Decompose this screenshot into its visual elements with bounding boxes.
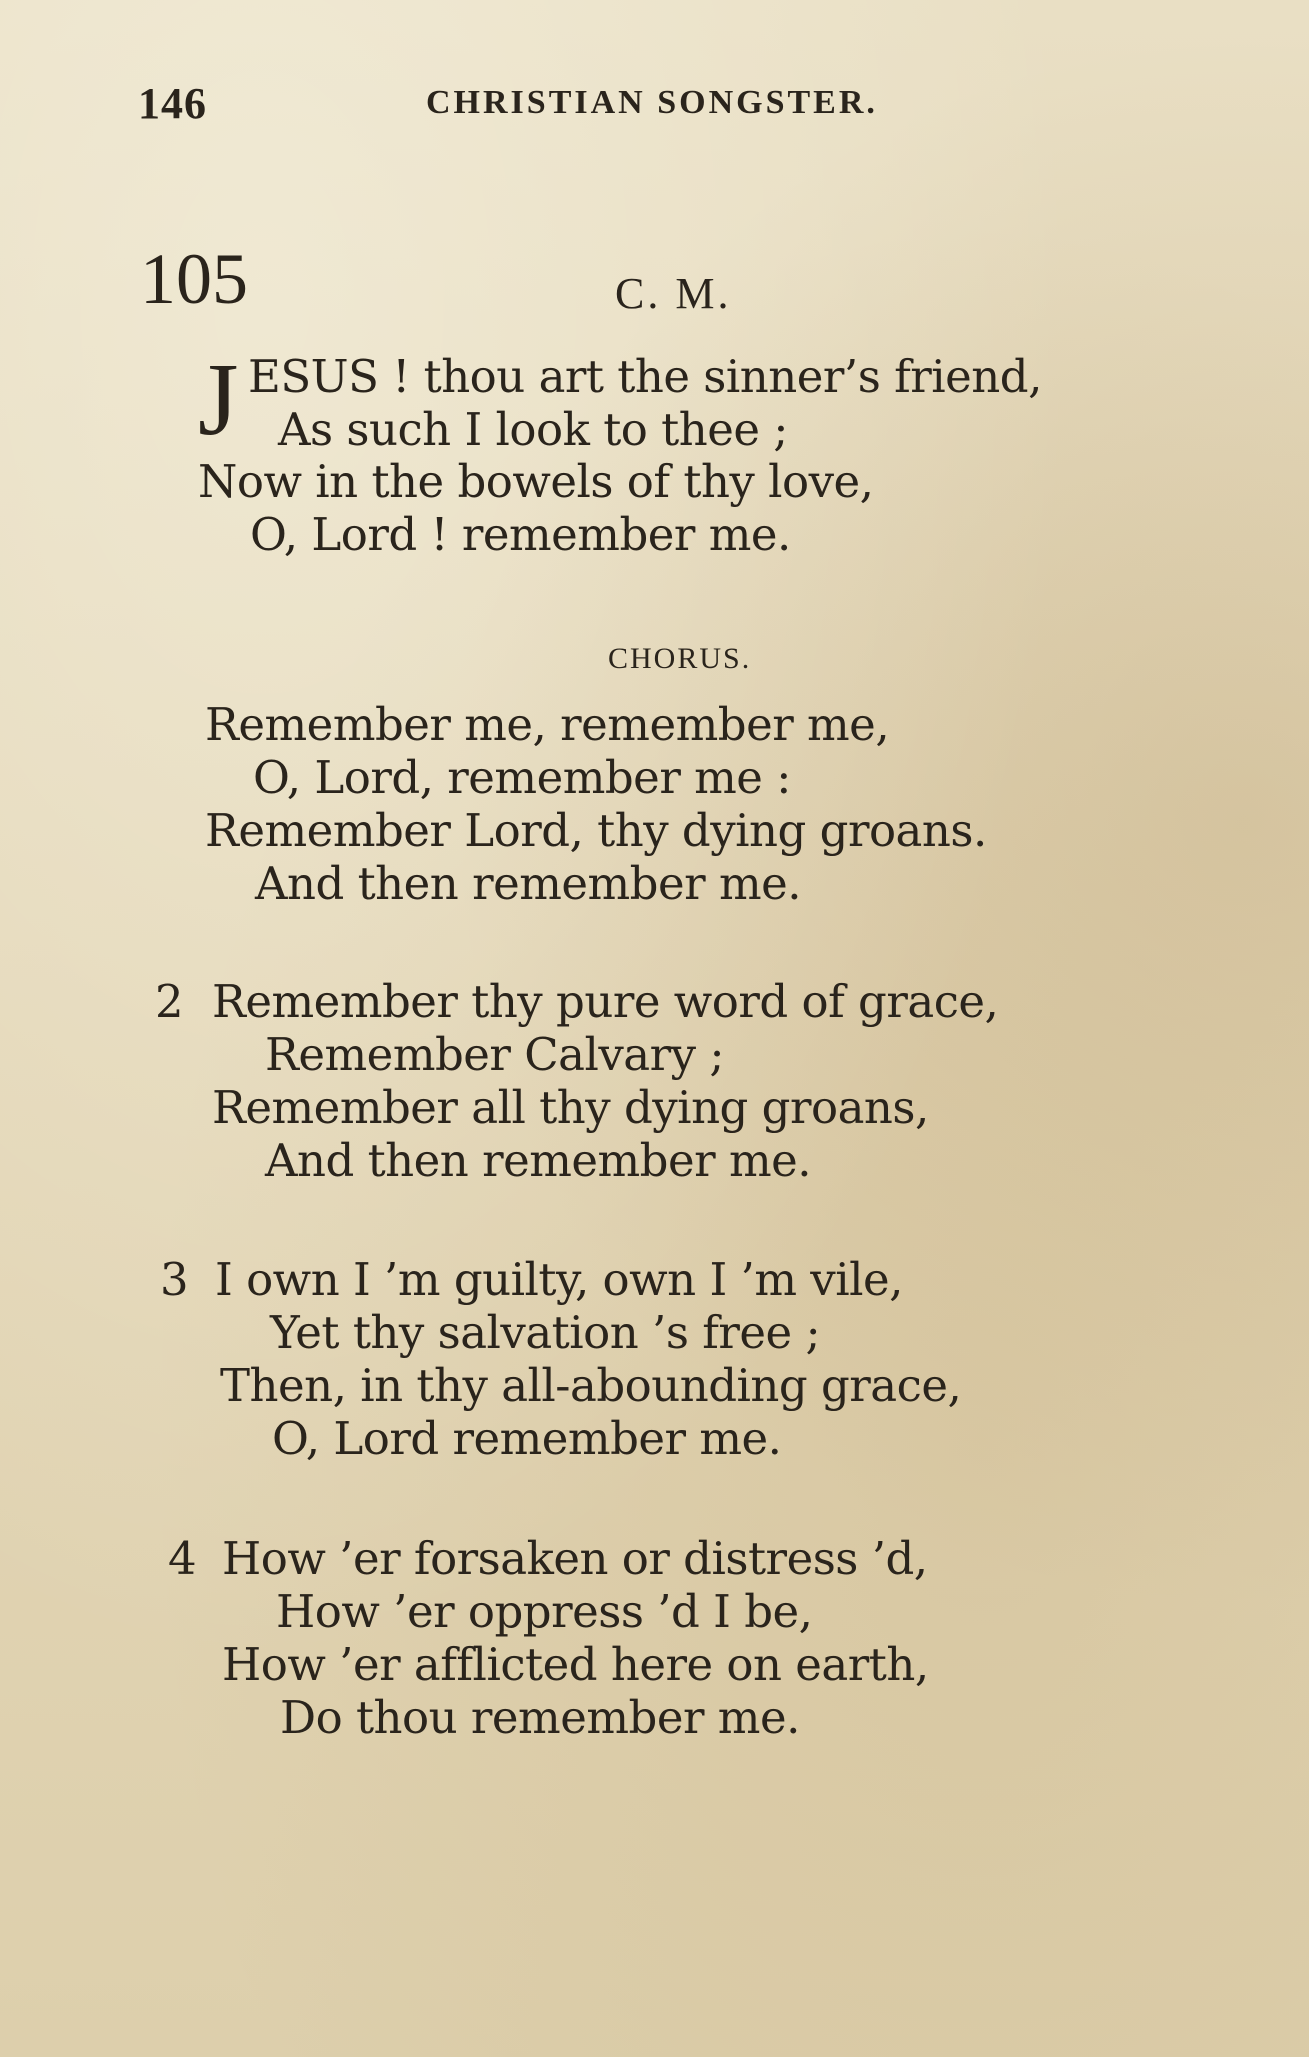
page-number: 146 xyxy=(138,79,207,128)
verse-2-line-4: And then remember me. xyxy=(265,1134,812,1187)
verse-4-line-2: How ’er oppress ’d I be, xyxy=(276,1585,813,1638)
chorus-line-1: Remember me, remember me, xyxy=(205,698,890,751)
verse-1-line-2: As such I look to thee ; xyxy=(278,403,788,456)
chorus-line-4: And then remember me. xyxy=(255,857,802,910)
verse-3-line-1: I own I ’m guilty, own I ’m vile, xyxy=(215,1253,903,1306)
chorus-line-2: O, Lord, remember me : xyxy=(253,751,791,804)
verse-3-line-3: Then, in thy all-abounding grace, xyxy=(220,1359,962,1412)
verse-4-line-4: Do thou remember me. xyxy=(280,1691,800,1744)
verse-2-number: 2 xyxy=(155,975,184,1028)
verse-4-line-1: How ’er forsaken or distress ’d, xyxy=(222,1532,928,1585)
chorus-label: CHORUS. xyxy=(608,642,752,675)
verse-1-line-1: ESUS ! thou art the sinner’s friend, xyxy=(248,350,1042,403)
chorus-line-3: Remember Lord, thy dying groans. xyxy=(205,804,987,857)
verse-4-line-3: How ’er afflicted here on earth, xyxy=(222,1638,929,1691)
verse-2-line-1: Remember thy pure word of grace, xyxy=(212,975,999,1028)
verse-3-number: 3 xyxy=(160,1253,189,1306)
hymn-meter: C. M. xyxy=(615,269,732,318)
verse-2-line-3: Remember all thy dying groans, xyxy=(212,1081,929,1134)
verse-3-line-4: O, Lord remember me. xyxy=(272,1412,782,1465)
verse-3-line-2: Yet thy salvation ’s free ; xyxy=(270,1306,821,1359)
running-title: CHRISTIAN SONGSTER. xyxy=(426,84,878,121)
verse-2-line-2: Remember Calvary ; xyxy=(265,1028,725,1081)
verse-1-dropcap: J xyxy=(198,342,239,457)
hymn-number: 105 xyxy=(140,239,248,319)
verse-4-number: 4 xyxy=(168,1532,197,1585)
verse-1-line-3: Now in the bowels of thy love, xyxy=(198,455,874,508)
verse-1-line-4: O, Lord ! remember me. xyxy=(250,508,791,561)
